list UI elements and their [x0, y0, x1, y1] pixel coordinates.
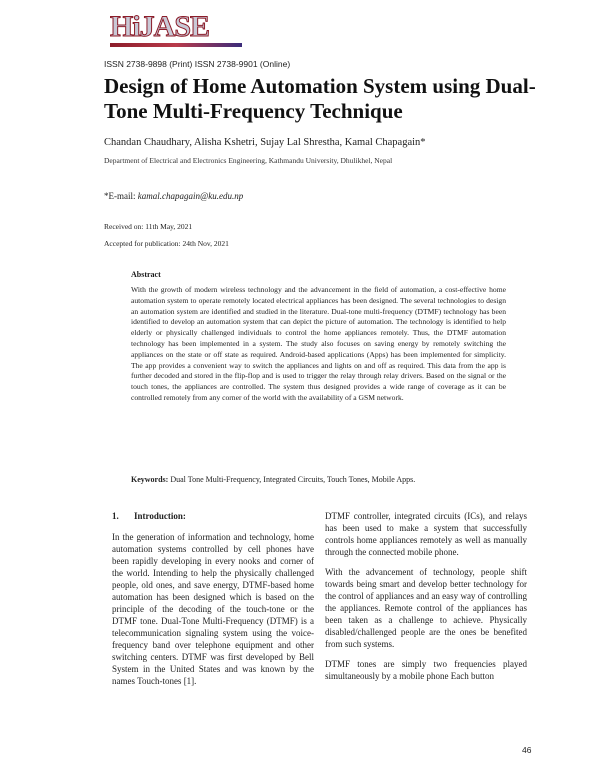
journal-logo-bar [110, 43, 242, 47]
paper-title: Design of Home Automation System using Dual-Tone Multi-Frequency Technique [104, 74, 536, 123]
intro-paragraph-2: DTMF controller, integrated circuits (ICs), and relays has been used to make a system that successfully controls home appliances remotely as well as manually through the connected mobile phone. [325, 511, 527, 557]
abstract-heading: Abstract [131, 270, 161, 279]
affiliation: Department of Electrical and Electronics Engineering, Kathmandu University, Dhulikhel, Nepal [104, 156, 393, 165]
email-label: *E-mail: [104, 191, 138, 201]
accepted-date: Accepted for publication: 24th Nov, 2021 [104, 239, 229, 248]
email-address[interactable]: kamal.chapagain@ku.edu.np [137, 191, 244, 201]
issn-line: ISSN 2738-9898 (Print) ISSN 2738-9901 (Online) [104, 59, 291, 69]
keywords-label: Keywords: [131, 475, 169, 484]
corresponding-email [104, 191, 243, 201]
intro-paragraph-4: DTMF tones are simply two frequencies played simultaneously by a mobile phone Each button [325, 659, 527, 681]
keywords-text: Dual Tone Multi-Frequency, Integrated Circuits, Touch Tones, Mobile Apps. [168, 475, 416, 484]
left-column [112, 510, 314, 695]
section-heading-introduction [112, 510, 314, 522]
intro-paragraph-3: With the advancement of technology, people shift towards being smart and develop better technology for the control of appliances and an easy way of controlling the appliances. Remote control of the appliances has been taken as a challenge to achieve. Physically disabled/challenged people are the ones be benefited from such systems. [325, 567, 527, 649]
author-list: Chandan Chaudhary, Alisha Kshetri, Sujay Lal Shrestha, Kamal Chapagain* [104, 137, 426, 148]
journal-logo [110, 12, 210, 46]
keywords [131, 475, 415, 484]
right-column [325, 510, 527, 690]
section-number: 1. [112, 511, 119, 521]
intro-paragraph-1: In the generation of information and technology, home automation systems controlled by cell phones have been rapidly developing in every nooks and corner of the world. Intending to help the physically challenged people, old ones, and save energy, DTMF-based home automation has been designed which is based on the principle of the decoding of the touch-tone or the DTMF tone. Dual-Tone Multi-Frequency (DTMF) is a telecommunication signaling system using the voice-frequency band over telephone equipment and other switching centers. DTMF was first developed by Bell System in the United States and was known by the names Touch-tones [1]. [112, 532, 314, 686]
abstract-text: With the growth of modern wireless technology and the advancement in the field of automation, a cost-effective home automation system to operate remotely located electrical appliances has been designed. The several technologies to design an automation system are identified and studied in the literature. Dual-tone multi-frequency (DTMF) technology has been identified to develop an automation system that can depict the picture of automation. The technology is identified to help elderly or physically challenged individuals to control the home appliances remotely. Thus, the DTMF automation technology has been implemented in a system. The study also focuses on saving energy by remotely switching the appliances on the state or off state as required. Android-based applications (Apps) has been implemented for simplicity. The app provides a convenient way to switch the appliances and lights on and off as required. This data from the app is further decoded and stored in the flip-flop and is used to trigger the relay through relay drivers. Based on the signal or the touch tones, the appliances are controlled. The system thus designed provides a wide range of coverage as it can be controlled remotely from any corner of the world with the availability of a GSM network. [131, 285, 506, 402]
journal-logo-text: HiJASE [110, 10, 210, 43]
received-date: Received on: 11th May, 2021 [104, 222, 193, 231]
section-title: Introduction: [134, 511, 186, 521]
page-number: 46 [522, 745, 532, 755]
